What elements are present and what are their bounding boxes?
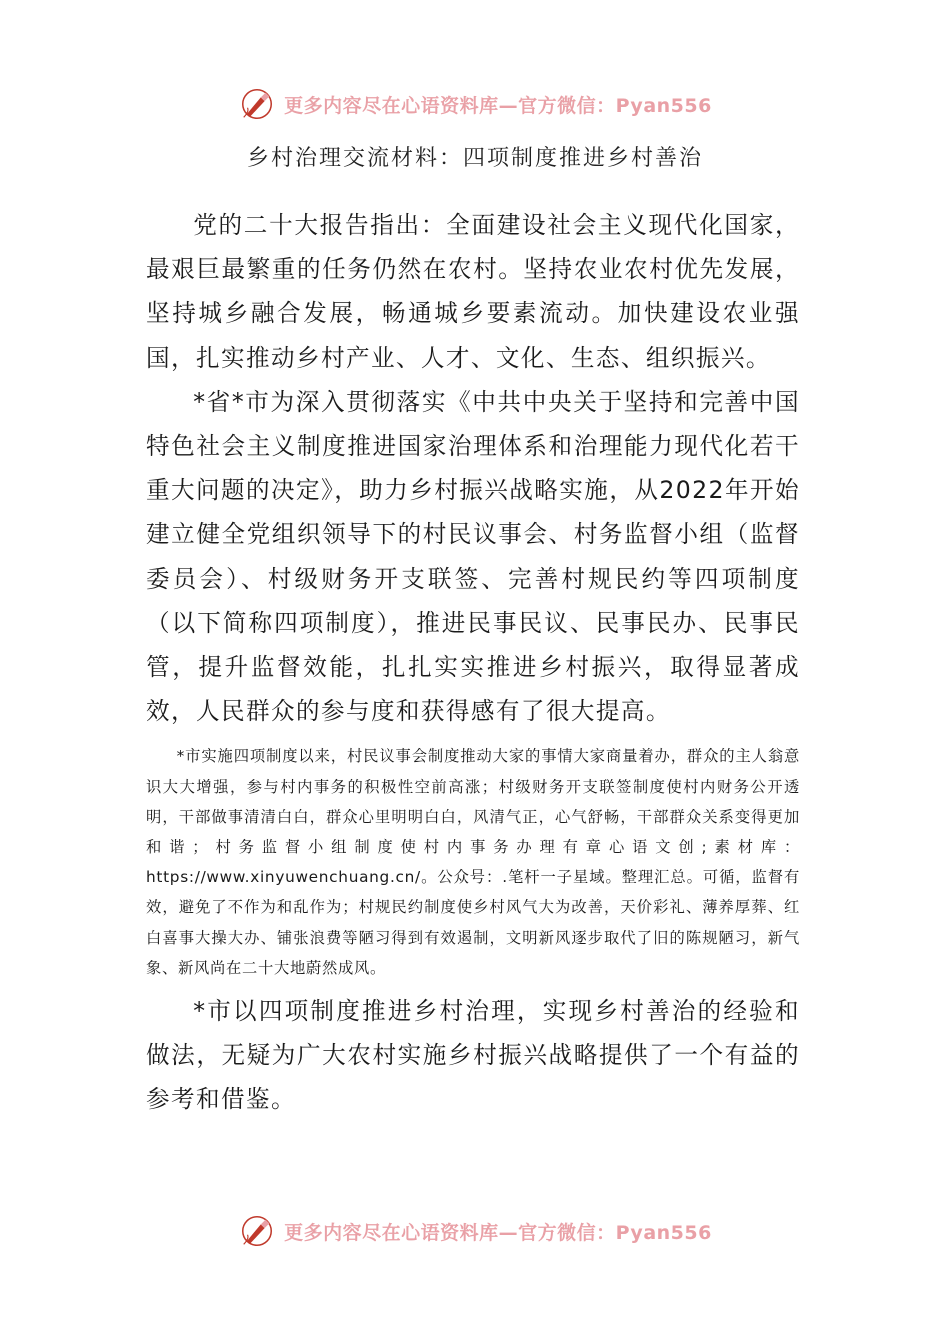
paragraph-1: 党的二十大报告指出：全面建设社会主义现代化国家，最艰巨最繁重的任务仍然在农村。坚持农业农村优先发展，坚持城乡融合发展，畅通城乡要素流动。加快建设农业强国，扎实推动乡村产业、人才、文化、生态、组织振兴。	[146, 211, 800, 372]
paragraph-3-small: *市实施四项制度以来，村民议事会制度推动大家的事情大家商量着办，群众的主人翁意识大大增强，参与村内事务的积极性空前高涨；村级财务开支联签制度使村内财务公开透明，干部做事清清白白，群众心里明明白白，风清气正，心气舒畅，干部群众关系变得更加和谐；村务监督小组制度使村内事务办理有章心语文创;素材库：https://www.xinyuwenchuang.cn/。公众号：.笔杆一子星域。整理汇总。可循，监督有效，避免了不作为和乱作为；村规民约制度使乡村风气大为改善，天价彩礼、薄养厚葬、红白喜事大操大办、铺张浪费等陋习得到有效遏制，文明新风逐步取代了旧的陈规陋习，新气象、新风尚在二十大地蔚然成风。	[146, 747, 800, 977]
document-title: 乡村治理交流材料：四项制度推进乡村善治	[246, 146, 703, 171]
footer-watermark-text: 更多内容尽在心语资料库—官方微信：Pyan556	[284, 1221, 712, 1244]
header-watermark-text: 更多内容尽在心语资料库—官方微信：Pyan556	[284, 94, 712, 117]
pen-nib-logo-icon	[238, 85, 276, 123]
paragraph-2: *省*市为深入贯彻落实《中共中央关于坚持和完善中国特色社会主义制度推进国家治理体系和治理能力现代化若干重大问题的决定》，助力乡村振兴战略实施，从2022年开始建立健全党组织领导下的村民议事会、村务监督小组（监督委员会）、村级财务开支联签、完善村规民约等四项制度（以下简称四项制度），推进民事民议、民事民办、民事民管，提升监督效能，扎扎实实推进乡村振兴，取得显著成效，人民群众的参与度和获得感有了很大提高。	[146, 387, 800, 726]
footer-watermark-banner	[0, 1211, 950, 1251]
header-watermark-banner	[0, 84, 950, 124]
document-body	[146, 203, 800, 1122]
paragraph-4: *市以四项制度推进乡村治理，实现乡村善治的经验和做法，无疑为广大农村实施乡村振兴战略提供了一个有益的参考和借鉴。	[146, 997, 800, 1114]
pen-nib-logo-icon	[238, 1212, 276, 1250]
